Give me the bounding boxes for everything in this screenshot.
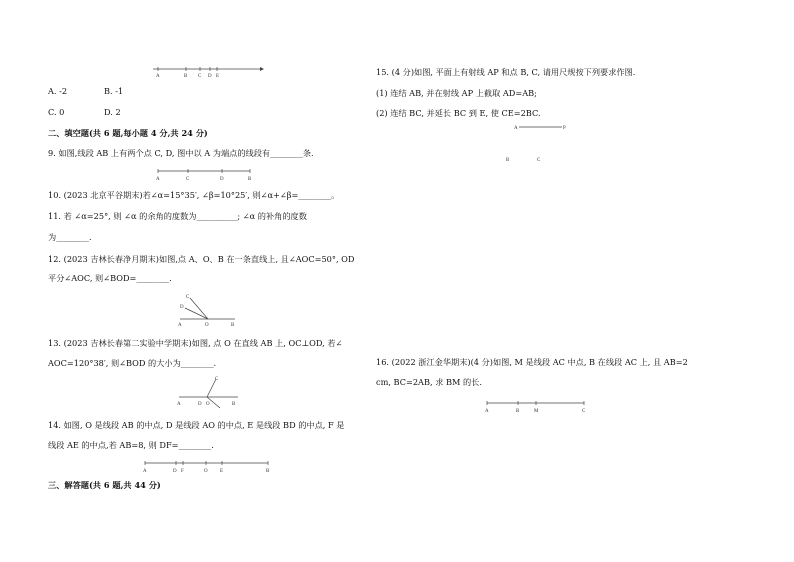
question-11-line1: 11. 若 ∠α=25°, 则 ∠α 的余角的度数为__________; ∠α 的补角的度数 — [48, 211, 307, 221]
question-13-line1: 13. (2023 吉林长春第二实验中学期末)如图, 点 O 在直线 AB 上, OC⊥OD, 若∠ — [48, 338, 343, 348]
option-d: D. 2 — [104, 107, 121, 117]
label: A — [514, 126, 518, 131]
label: A — [156, 74, 160, 78]
question-15-line1: 15. (4 分)如图, 平面上有射线 AP 和点 B, C, 请用尺规按下列要求作图. — [376, 67, 636, 77]
label: B — [184, 74, 188, 78]
question-14-line1: 14. 如图, O 是线段 AB 的中点, D 是线段 AO 的中点, E 是线段 BD 的中点, F 是 — [48, 420, 345, 430]
label: B — [232, 402, 236, 407]
label: A — [156, 177, 160, 182]
q9-segment-figure — [150, 166, 260, 182]
label: A — [485, 409, 489, 414]
label: F — [181, 469, 184, 474]
label: B — [266, 469, 270, 474]
label: B — [506, 158, 510, 163]
question-9: 9. 如图,线段 AB 上有两个点 C, D, 图中以 A 为端点的线段有________条. — [48, 148, 314, 158]
label: A — [178, 323, 182, 328]
label: P — [563, 126, 566, 131]
label: B — [516, 409, 520, 414]
label: E — [216, 74, 220, 78]
label: A — [143, 469, 147, 474]
option-c: C. 0 — [48, 107, 65, 117]
number-line-figure — [150, 64, 265, 78]
label: C — [198, 74, 202, 78]
label: A — [177, 402, 181, 407]
label: M — [534, 409, 539, 414]
q15-ray-figure — [500, 120, 580, 168]
label: D — [173, 469, 177, 474]
question-15-line2: (1) 连结 AB, 并在射线 AP 上截取 AD=AB; — [376, 88, 537, 98]
label: D — [198, 402, 202, 407]
q13-angle-figure — [174, 374, 244, 414]
option-a: A. -2 — [48, 86, 68, 96]
question-11-line2: 为________. — [48, 232, 92, 242]
question-14-line2: 线段 AE 的中点,若 AB=8, 则 DF=________. — [48, 440, 214, 450]
q12-angle-figure — [175, 292, 240, 328]
label: C — [537, 158, 541, 163]
label: C — [186, 295, 190, 300]
question-10: 10. (2023 北京平谷期末)若∠α=15°35′, ∠β=10°25′, 则∠α+∠β=________。 — [48, 190, 340, 200]
label: E — [220, 469, 224, 474]
label: O — [206, 402, 210, 407]
label: C — [186, 177, 190, 182]
question-12-line2: 平分∠AOC, 则∠BOD=________. — [48, 273, 172, 283]
option-b: B. -1 — [104, 86, 124, 96]
section-heading-solve: 三、解答题(共 6 题,共 44 分) — [48, 480, 161, 490]
question-16-line2: cm, BC=2AB, 求 BM 的长. — [376, 377, 482, 387]
question-16-line1: 16. (2022 浙江金华期末)(4 分)如图, M 是线段 AC 中点, B 在线段 AC 上, 且 AB=2 — [376, 357, 688, 367]
question-15-line3: (2) 连结 BC, 并延长 BC 到 E, 使 CE=2BC. — [376, 108, 541, 118]
label: B — [248, 177, 252, 182]
q16-segment-figure — [480, 398, 590, 414]
label: C — [582, 409, 586, 414]
label: O — [204, 469, 208, 474]
label: D — [208, 74, 212, 78]
label: D — [180, 305, 184, 310]
label: B — [231, 323, 235, 328]
label: O — [205, 323, 209, 328]
section-heading-fill-blank: 二、填空题(共 6 题,每小题 4 分,共 24 分) — [48, 128, 208, 138]
question-13-line2: AOC=120°38′, 则∠BOD 的大小为________. — [48, 358, 217, 368]
label: D — [220, 177, 224, 182]
q14-segment-figure — [138, 458, 276, 474]
question-12-line1: 12. (2023 吉林长春净月期末)如图,点 A、O、B 在一条直线上, 且∠AOC=50°, OD — [48, 254, 355, 264]
label: C — [215, 377, 219, 382]
